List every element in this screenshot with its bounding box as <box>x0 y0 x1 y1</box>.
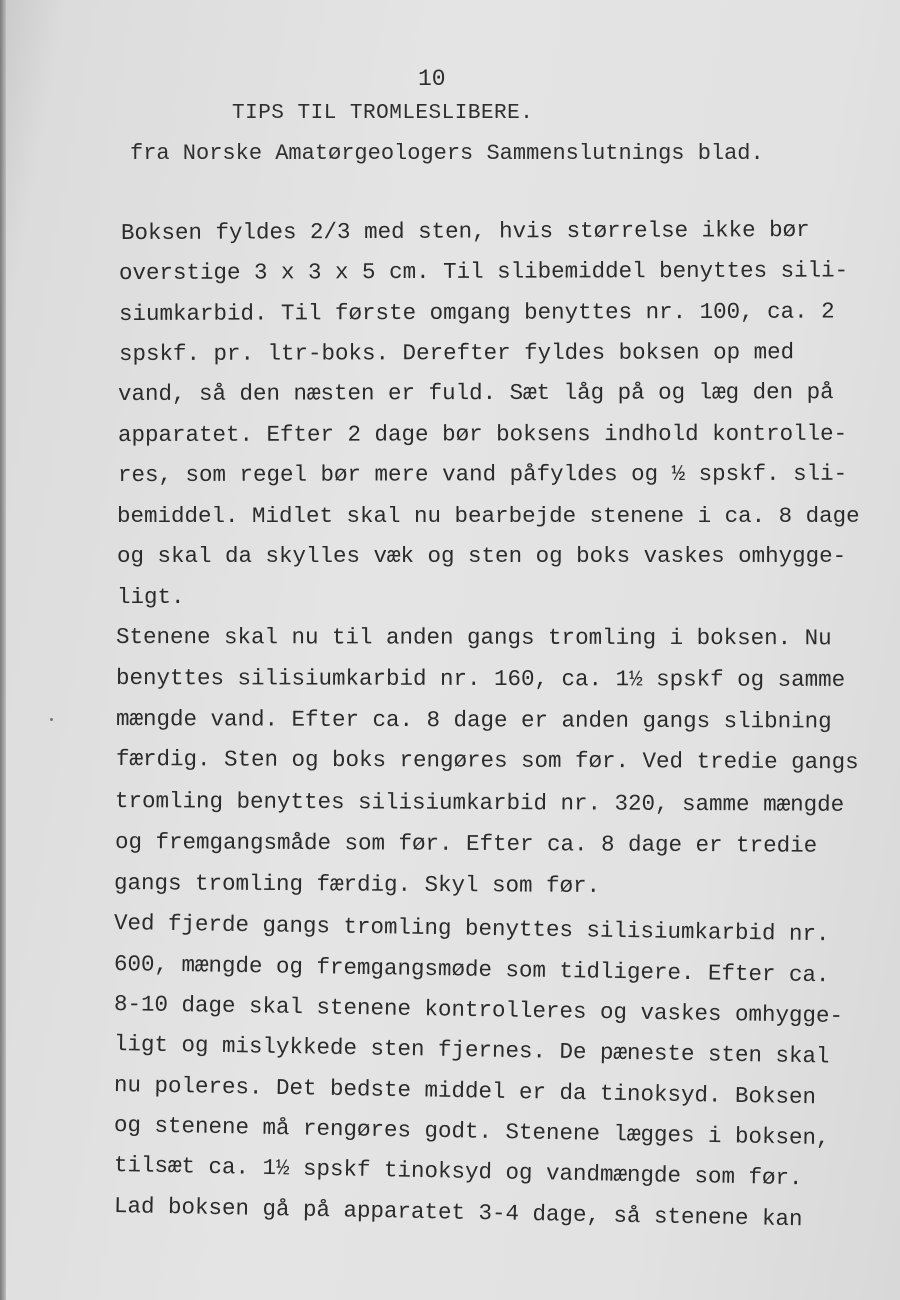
text-line: og stenene må rengøres godt. Stenene lægges i boksen, <box>113 1112 830 1152</box>
text-line: siumkarbid. Til første omgang benyttes nr. 100, ca. 2 <box>118 298 835 327</box>
text-line: overstige 3 x 3 x 5 cm. Til slibemiddel benyttes sili- <box>118 257 849 286</box>
text-line: tromling benyttes silisiumkarbid nr. 320, samme mængde <box>114 788 845 818</box>
source-line: fra Norske Amatørgeologers Sammenslutnings blad. <box>130 141 764 166</box>
text-line: gangs tromling færdig. Skyl som før. <box>113 870 601 899</box>
text-line: 8-10 dage skal stenene kontrolleres og vaskes omhygge- <box>113 991 844 1030</box>
paper-speck <box>50 718 53 721</box>
text-line: spskf. pr. ltr-boks. Derefter fyldes boksen op med <box>118 339 795 367</box>
text-line: nu poleres. Det bedste middel er da tinoksyd. Boksen <box>113 1072 817 1111</box>
text-line: og skal da skylles væk og sten og boks vaskes omhygge- <box>117 543 847 569</box>
text-line: tilsæt ca. 1½ spskf tinoksyd og vandmængde som før. <box>113 1152 803 1192</box>
text-line: og fremgangsmåde som før. Efter ca. 8 dage er tredie <box>114 829 818 859</box>
text-line: res, som regel bør mere vand påfyldes og ½ spskf. sli- <box>117 460 848 488</box>
text-line: ligt. <box>117 584 185 610</box>
text-line: bemiddel. Midlet skal nu bearbejde stenene i ca. 8 dage <box>117 503 860 529</box>
page-title: TIPS TIL TROMLESLIBERE. <box>232 102 534 125</box>
text-line: benyttes silisiumkarbid nr. 160, ca. 1½ spskf og samme <box>115 665 846 693</box>
text-line: Boksen fyldes 2/3 med sten, hvis størrelse ikke bør <box>120 216 810 246</box>
text-line: færdig. Sten og boks rengøres som før. Ved tredie gangs <box>115 746 859 776</box>
text-line: Ved fjerde gangs tromling benyttes silisiumkarbid nr. <box>113 910 830 948</box>
text-line: vand, så den næsten er fuld. Sæt låg på og læg den på <box>117 379 834 407</box>
text-line: Lad boksen gå på apparatet 3-4 dage, så stenene kan <box>113 1193 803 1233</box>
text-line: Stenene skal nu til anden gangs tromling i boksen. Nu <box>115 624 832 652</box>
text-line: mængde vand. Efter ca. 8 dage er anden gangs slibning <box>115 706 832 735</box>
text-line: ligt og mislykkede sten fjernes. De pæneste sten skal <box>113 1031 830 1070</box>
text-line: apparatet. Efter 2 dage bør boksens indhold kontrolle- <box>117 420 848 448</box>
text-line: 600, mængde og fremgangsmøde som tidligere. Efter ca. <box>113 951 830 989</box>
page-number: 10 <box>418 66 446 92</box>
